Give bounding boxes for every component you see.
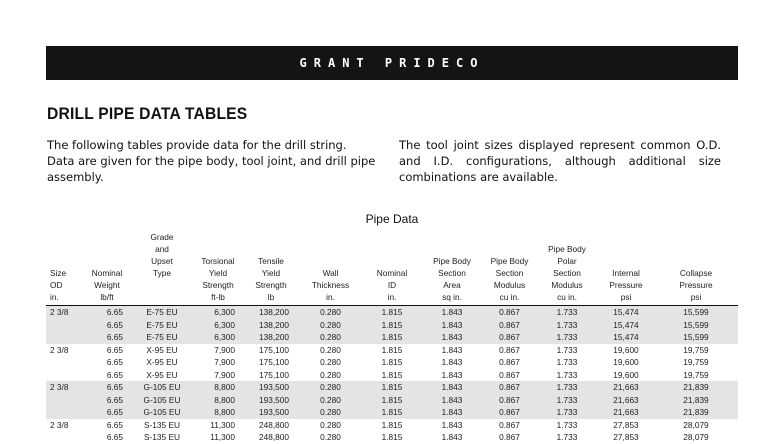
column-header-line: Torsional xyxy=(201,256,235,266)
column-header-line xyxy=(298,255,363,267)
column-header-line xyxy=(598,243,654,255)
table-cell: 0.280 xyxy=(298,394,363,407)
table-row xyxy=(46,306,738,319)
table-cell: 175,100 xyxy=(259,344,289,355)
table-cell: 193,500 xyxy=(244,381,298,394)
table-cell: 1.843 xyxy=(421,306,483,319)
table-cell: 1.815 xyxy=(381,357,403,367)
column-header-line: Internal xyxy=(612,268,640,278)
table-cell xyxy=(46,369,82,382)
table-cell: G-105 EU xyxy=(132,394,192,407)
table-cell: 0.280 xyxy=(320,357,341,367)
intro-right-column xyxy=(399,137,721,185)
table-cell: 21,839 xyxy=(654,406,738,419)
column-header-line xyxy=(363,231,421,243)
table-row xyxy=(46,419,738,432)
column-header-line xyxy=(598,255,654,267)
table-cell: 0.280 xyxy=(298,331,363,344)
column-header-line: Strength xyxy=(202,280,234,290)
table-cell: 28,079 xyxy=(683,432,709,442)
column-header-line: psi xyxy=(620,292,632,302)
table-cell: 1.843 xyxy=(421,381,483,394)
column-header-line xyxy=(244,231,298,243)
column-header-line: Section xyxy=(495,268,524,278)
column-header-line xyxy=(298,243,363,255)
column-header-line: Tensile xyxy=(258,256,284,266)
table-row xyxy=(46,369,738,382)
row-group xyxy=(46,306,738,344)
table-cell: 0.867 xyxy=(483,331,536,344)
column-header-line: Upset xyxy=(151,256,173,266)
table-cell: 1.815 xyxy=(363,306,421,319)
column-header-line: Section xyxy=(553,268,581,278)
table-cell: 0.280 xyxy=(320,432,341,442)
table-cell xyxy=(46,319,82,332)
table-cell: X-95 EU xyxy=(146,369,178,380)
table-cell: 0.867 xyxy=(483,381,536,394)
table-cell: X-95 EU xyxy=(146,357,178,367)
column-header-line xyxy=(50,255,82,267)
table-cell: 6.65 xyxy=(82,331,132,344)
column-header-line xyxy=(536,231,598,243)
column-header-line: in. xyxy=(50,292,59,302)
table-cell: G-105 EU xyxy=(132,381,192,394)
column-header-line: Section xyxy=(438,268,466,278)
table-cell: 0.280 xyxy=(320,369,341,380)
column-header-line xyxy=(192,243,244,255)
column-header-line: Weight xyxy=(94,280,120,290)
table-caption: Pipe Data xyxy=(365,212,419,226)
table-cell: 0.867 xyxy=(499,344,520,355)
table-cell: 6.65 xyxy=(82,394,132,407)
column-header xyxy=(192,231,244,306)
table-cell: 1.733 xyxy=(556,419,578,430)
column-header xyxy=(483,231,536,306)
column-header-line: Nominal xyxy=(91,268,123,278)
table-row xyxy=(46,356,738,369)
column-header-line: ID xyxy=(387,280,397,290)
column-header-line: Size xyxy=(50,268,67,278)
table-cell: 1.843 xyxy=(421,319,483,332)
column-header-line xyxy=(654,243,738,255)
table-cell: 0.280 xyxy=(298,381,363,394)
table-cell: 1.733 xyxy=(536,331,598,344)
table-cell: 7,900 xyxy=(214,357,235,367)
table-cell: 1.843 xyxy=(441,369,463,380)
table-cell: 11,300 xyxy=(210,432,235,442)
column-header-line: Yield xyxy=(208,268,228,278)
table-cell: 0.867 xyxy=(499,432,520,442)
table-cell: 21,839 xyxy=(654,394,738,407)
table-cell: 193,500 xyxy=(244,394,298,407)
column-header-line xyxy=(50,231,82,243)
table-cell: 0.867 xyxy=(483,394,536,407)
table-row xyxy=(46,406,738,419)
table-header-row xyxy=(46,231,738,306)
table-cell: 19,759 xyxy=(683,357,709,367)
table-cell: 1.843 xyxy=(421,406,483,419)
column-header xyxy=(132,231,192,306)
column-header-line xyxy=(82,255,132,267)
table-cell: 0.867 xyxy=(483,319,536,332)
column-header-line xyxy=(654,255,738,267)
table-cell: 0.280 xyxy=(320,344,341,355)
table-cell: 1.815 xyxy=(363,331,421,344)
page-title: DRILL PIPE DATA TABLES xyxy=(47,104,248,123)
table-cell: 6.65 xyxy=(82,406,132,419)
table-row xyxy=(46,331,738,344)
table-cell: 19,600 xyxy=(613,344,639,355)
table-cell: 21,663 xyxy=(598,394,654,407)
table-cell: S-135 EU xyxy=(144,432,180,442)
table-cell: 2 3/8 xyxy=(46,306,82,319)
table-cell: 8,800 xyxy=(192,406,244,419)
row-group xyxy=(46,381,738,419)
row-group xyxy=(46,344,738,382)
column-header-line: OD xyxy=(50,280,63,290)
column-header-line: Pressure xyxy=(609,280,643,290)
table-cell: 0.280 xyxy=(298,406,363,419)
table-cell: 15,599 xyxy=(654,331,738,344)
table-cell: E-75 EU xyxy=(132,331,192,344)
table-cell: 6.65 xyxy=(106,357,123,367)
table-row xyxy=(46,394,738,407)
column-header-line xyxy=(82,243,132,255)
table-cell: 0.867 xyxy=(483,406,536,419)
column-header-line: Pipe Body xyxy=(490,256,529,266)
table-cell: 15,599 xyxy=(654,319,738,332)
column-header-line xyxy=(421,231,483,243)
column-header-line: in. xyxy=(326,292,335,302)
table-cell: 8,800 xyxy=(192,394,244,407)
table-cell: 15,599 xyxy=(654,306,738,319)
table-row xyxy=(46,381,738,394)
intro-left-column xyxy=(47,137,377,185)
table-cell: 1.843 xyxy=(421,331,483,344)
column-header-line xyxy=(244,243,298,255)
table-cell: E-75 EU xyxy=(132,306,192,319)
column-header-line xyxy=(598,231,654,243)
table-cell: 27,853 xyxy=(613,419,639,430)
table-cell: 0.280 xyxy=(298,319,363,332)
table-cell: 7,900 xyxy=(214,369,235,380)
intro-right-paragraph: The tool joint sizes displayed represent common O.D. and I.D. configurations, although additional size combinations are available. xyxy=(399,138,721,184)
column-header-line: cu in. xyxy=(499,292,520,302)
table-cell: 6.65 xyxy=(106,369,123,380)
table-cell: 1.815 xyxy=(381,419,403,430)
column-header-line xyxy=(50,243,82,255)
column-header-line: sq in. xyxy=(442,292,462,302)
table-cell: 6.65 xyxy=(82,306,132,319)
column-header-line: Pressure xyxy=(679,280,713,290)
column-header-line: Polar xyxy=(557,256,577,266)
column-header-line xyxy=(132,291,192,303)
table-cell: X-95 EU xyxy=(146,344,178,355)
table-cell: 2 3/8 xyxy=(50,419,69,430)
column-header-line: cu in. xyxy=(557,292,577,302)
table-cell: 1.815 xyxy=(363,319,421,332)
table-cell: 1.815 xyxy=(381,369,403,380)
table-cell: 1.733 xyxy=(556,357,578,367)
table-cell: 6.65 xyxy=(82,319,132,332)
table-cell: 193,500 xyxy=(244,406,298,419)
column-header-line: and xyxy=(155,244,169,254)
table-cell: 15,474 xyxy=(598,319,654,332)
column-header-line: lb/ft xyxy=(100,292,114,302)
column-header-line xyxy=(82,231,132,243)
table-cell: 11,300 xyxy=(210,419,235,430)
table-header xyxy=(46,231,738,306)
column-header xyxy=(536,231,598,306)
table-cell: 0.867 xyxy=(483,306,536,319)
column-header-line xyxy=(483,231,536,243)
column-header-line xyxy=(192,231,244,243)
column-header-line xyxy=(654,231,738,243)
table-cell: 6.65 xyxy=(82,381,132,394)
table-cell: 0.867 xyxy=(499,357,520,367)
table-cell: 15,474 xyxy=(598,331,654,344)
table-cell: 2 3/8 xyxy=(50,344,69,355)
table-cell: 248,800 xyxy=(259,419,289,430)
table-cell: 1.843 xyxy=(441,419,463,430)
table-cell: 1.733 xyxy=(556,369,578,380)
column-header-line xyxy=(363,243,421,255)
intro-left-paragraph: The following tables provide data for the drill string. Data are given for the pipe body, tool joint, and drill pipe assembly. xyxy=(47,138,376,184)
table-cell: 1.733 xyxy=(536,319,598,332)
table-cell: 6,300 xyxy=(192,306,244,319)
table-cell: 1.815 xyxy=(381,344,403,355)
table-cell: 19,600 xyxy=(613,357,639,367)
table-cell: 21,839 xyxy=(654,381,738,394)
table-cell: E-75 EU xyxy=(132,319,192,332)
table-cell: 0.280 xyxy=(320,419,341,430)
column-header-line: Pipe Body xyxy=(433,256,471,266)
column-header-line: Collapse xyxy=(679,268,713,278)
column-header-line: Strength xyxy=(255,280,287,290)
table-row xyxy=(46,344,738,357)
table-cell: 21,663 xyxy=(598,381,654,394)
table-row xyxy=(46,431,738,444)
table-cell: 6.65 xyxy=(106,419,123,430)
table-cell: 6,300 xyxy=(192,319,244,332)
row-group xyxy=(46,419,738,444)
column-header-line: lb xyxy=(267,292,275,302)
table-cell: 1.815 xyxy=(363,381,421,394)
table-cell: 248,800 xyxy=(259,432,289,442)
table-cell: 1.733 xyxy=(536,406,598,419)
table-cell: 1.843 xyxy=(421,394,483,407)
table-cell: 1.733 xyxy=(536,381,598,394)
table-cell xyxy=(46,331,82,344)
column-header xyxy=(298,231,363,306)
table-cell: 1.733 xyxy=(536,394,598,407)
column-header xyxy=(598,231,654,306)
company-name: GRANT PRIDECO xyxy=(299,56,485,70)
table-cell: 1.733 xyxy=(556,344,578,355)
column-header-line: Type xyxy=(153,268,171,278)
table-cell: 6.65 xyxy=(106,432,123,442)
pipe-data-table xyxy=(46,231,738,444)
column-header xyxy=(46,231,82,306)
column-header-line: Nominal xyxy=(376,268,408,278)
column-header-line: ft-lb xyxy=(211,292,225,302)
table-cell: 28,079 xyxy=(683,419,709,430)
column-header-line xyxy=(363,255,421,267)
table-cell: 1.815 xyxy=(363,406,421,419)
column-header-line: in. xyxy=(387,292,397,302)
table-cell: 1.843 xyxy=(441,357,463,367)
table-cell: 7,900 xyxy=(214,344,235,355)
table-cell: 138,200 xyxy=(244,319,298,332)
column-header-line: Wall xyxy=(322,268,339,278)
table-cell: 0.280 xyxy=(298,306,363,319)
table-cell: 8,800 xyxy=(192,381,244,394)
table-cell: S-135 EU xyxy=(144,419,180,430)
table-cell: G-105 EU xyxy=(132,406,192,419)
table-cell: 6,300 xyxy=(192,331,244,344)
table-cell: 1.843 xyxy=(441,344,463,355)
table-cell: 175,100 xyxy=(259,369,289,380)
table-cell xyxy=(46,356,82,369)
table-cell: 1.815 xyxy=(363,394,421,407)
column-header-line xyxy=(483,243,536,255)
column-header-line: Pipe Body xyxy=(548,244,586,254)
column-header-line: Thickness xyxy=(311,280,350,290)
table-cell xyxy=(46,406,82,419)
table-cell: 2 3/8 xyxy=(46,381,82,394)
column-header-line: Yield xyxy=(261,268,281,278)
column-header xyxy=(82,231,132,306)
table-cell: 27,853 xyxy=(613,432,639,442)
column-header xyxy=(244,231,298,306)
column-header-line: Area xyxy=(443,280,461,290)
table-cell: 19,600 xyxy=(613,369,639,380)
table-cell: 138,200 xyxy=(244,331,298,344)
table-cell: 15,474 xyxy=(598,306,654,319)
table-cell: 19,759 xyxy=(683,369,709,380)
table-cell: 21,663 xyxy=(598,406,654,419)
column-header-line xyxy=(421,243,483,255)
column-header-line: Grade xyxy=(150,232,174,242)
table-cell xyxy=(46,431,82,444)
column-header-line xyxy=(298,231,363,243)
table-cell: 0.867 xyxy=(499,419,520,430)
table-cell xyxy=(46,394,82,407)
column-header xyxy=(421,231,483,306)
table-row xyxy=(46,319,738,332)
column-header xyxy=(654,231,738,306)
table-cell: 1.733 xyxy=(556,432,578,442)
column-header-line: psi xyxy=(690,292,702,302)
table-cell: 138,200 xyxy=(244,306,298,319)
header-banner xyxy=(46,46,738,80)
table-cell: 19,759 xyxy=(683,344,709,355)
column-header-line xyxy=(132,279,192,291)
column-header xyxy=(363,231,421,306)
table-cell: 175,100 xyxy=(259,357,289,367)
column-header-line: Modulus xyxy=(493,280,526,290)
column-header-line: Modulus xyxy=(551,280,583,290)
table-cell: 6.65 xyxy=(106,344,123,355)
table-cell: 1.815 xyxy=(381,432,403,442)
table-cell: 1.733 xyxy=(536,306,598,319)
table-cell: 0.867 xyxy=(499,369,520,380)
table-cell: 1.843 xyxy=(441,432,463,442)
